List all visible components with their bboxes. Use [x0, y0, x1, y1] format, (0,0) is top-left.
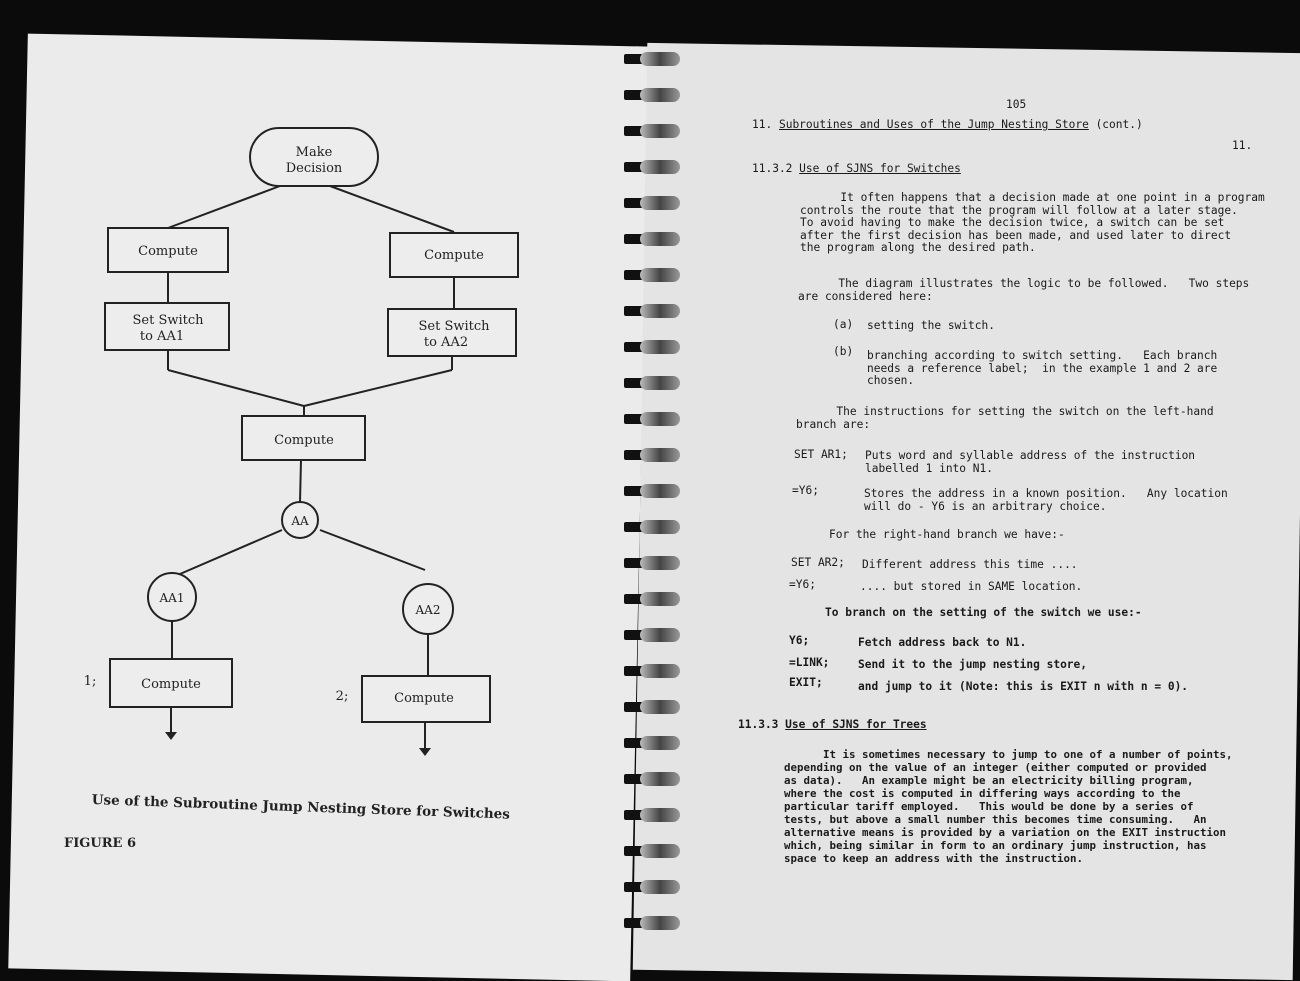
step-a-label: (a) — [833, 318, 854, 331]
spiral-coil — [622, 86, 684, 106]
spiral-coil — [622, 770, 684, 790]
make-label-2: Decision — [285, 161, 343, 176]
spiral-coil — [622, 554, 684, 574]
spiral-coil — [622, 50, 684, 70]
section-number: 11. — [752, 118, 773, 131]
compute-right-label: Compute — [424, 248, 484, 263]
page-number: 105 — [1006, 98, 1027, 111]
aa-label: AA — [291, 514, 309, 528]
spiral-coil — [622, 878, 684, 898]
subsection-2-heading — [738, 718, 927, 731]
code-op: =Y6; — [792, 484, 819, 497]
spiral-coil — [622, 374, 684, 394]
figure-label: FIGURE 6 — [64, 836, 137, 851]
step-b-label: (b) — [833, 345, 854, 358]
paragraph-intro: It often happens that a decision made at one point in a program controls the route that the program will follow at a later stage. To avoid having to make the decision twice, a switch can be set after the first decision has been made, and used later to direct the program along the desired path. — [800, 191, 1265, 254]
aa1-label: AA1 — [159, 591, 185, 605]
subsection-1-heading — [752, 162, 961, 175]
paragraph-diagram: The diagram illustrates the logic to be followed. Two steps are considered here: — [798, 277, 1250, 303]
step-b-text: branching according to switch setting. Each branch needs a reference label; in the example 1 and 2 are chosen. — [867, 349, 1218, 387]
code-desc: .... but stored in SAME location. — [860, 580, 1083, 593]
paragraph-right-branch: For the right-hand branch we have:- — [829, 528, 1065, 541]
spiral-coil — [622, 662, 684, 682]
figure-caption: Use of the Subroutine Jump Nesting Store for Switches — [91, 792, 511, 823]
spiral-coil — [622, 230, 684, 250]
compute-center-label: Compute — [274, 433, 334, 448]
code-op: SET AR1; — [794, 448, 848, 461]
code-desc: and jump to it (Note: this is EXIT n with n = 0). — [858, 680, 1189, 693]
spiral-binding — [622, 50, 682, 950]
spiral-coil — [622, 158, 684, 178]
spiral-coil — [622, 194, 684, 214]
subsection-2-number: 11.3.3 — [738, 718, 779, 731]
switch-left-label-1: Set Switch — [132, 313, 204, 328]
code-desc: Stores the address in a known position. Any location will do - Y6 is an arbitrary choice. — [864, 487, 1228, 513]
step-a-text: setting the switch. — [867, 319, 995, 332]
section-right-tag: 11. — [1232, 139, 1253, 152]
code-op: =LINK; — [789, 656, 830, 669]
switch-left-label-2: to AA1 — [139, 329, 185, 344]
code-desc: Fetch address back to N1. — [858, 636, 1027, 649]
section-suffix: (cont.) — [1095, 118, 1143, 131]
code-op: SET AR2; — [791, 556, 845, 569]
spiral-coil — [622, 518, 684, 538]
subsection-2-title: Use of SJNS for Trees — [785, 718, 927, 731]
subsection-1-number: 11.3.2 — [752, 162, 793, 175]
branch-1-label: 1; — [83, 674, 97, 689]
code-op: =Y6; — [789, 578, 816, 591]
subsection-1-title: Use of SJNS for Switches — [799, 162, 961, 175]
spiral-coil — [622, 122, 684, 142]
code-desc: Puts word and syllable address of the instruction labelled 1 into N1. — [865, 449, 1196, 475]
spiral-coil — [622, 266, 684, 286]
compute-branch-2-label: Compute — [394, 691, 454, 706]
code-desc: Send it to the jump nesting store, — [858, 658, 1088, 671]
paragraph-left-branch: The instructions for setting the switch on the left-hand branch are: — [796, 405, 1214, 431]
section-header — [752, 118, 1143, 131]
code-op: EXIT; — [789, 676, 823, 689]
spiral-coil — [622, 446, 684, 466]
paragraph-trees: It is sometimes necessary to jump to one of a number of points, depending on the value of an integer (either computed or provided as data). An example might be an electricity billing program, where the cost is computed in differing ways according to the particular tariff employed. This would be done by a series of tests, but above a small number this becomes time consuming. An alternative means is provided by a variation on the EXIT instruction which, being similar in form to an ordinary jump instruction, has space to keep an address with the instruction. — [784, 748, 1233, 865]
code-op: Y6; — [789, 634, 810, 647]
paragraph-branching: To branch on the setting of the switch we use:- — [825, 606, 1142, 619]
spiral-coil — [622, 734, 684, 754]
spiral-coil — [622, 698, 684, 718]
spiral-coil — [622, 302, 684, 322]
spiral-coil — [622, 626, 684, 646]
spiral-coil — [622, 338, 684, 358]
spiral-coil — [622, 914, 684, 934]
flowchart — [0, 0, 640, 975]
section-title: Subroutines and Uses of the Jump Nesting Store — [778, 118, 1089, 131]
code-desc: Different address this time .... — [862, 558, 1078, 571]
switch-right-label-2: to AA2 — [423, 335, 469, 350]
compute-branch-1-label: Compute — [141, 677, 201, 692]
spiral-coil — [622, 482, 684, 502]
spiral-coil — [622, 590, 684, 610]
switch-right-label-1: Set Switch — [418, 319, 490, 334]
branch-2-label: 2; — [335, 689, 349, 704]
make-label-1: Make — [295, 145, 333, 160]
spiral-coil — [622, 842, 684, 862]
spiral-coil — [622, 806, 684, 826]
spiral-coil — [622, 410, 684, 430]
compute-left-label: Compute — [138, 244, 198, 259]
aa2-label: AA2 — [415, 603, 441, 617]
